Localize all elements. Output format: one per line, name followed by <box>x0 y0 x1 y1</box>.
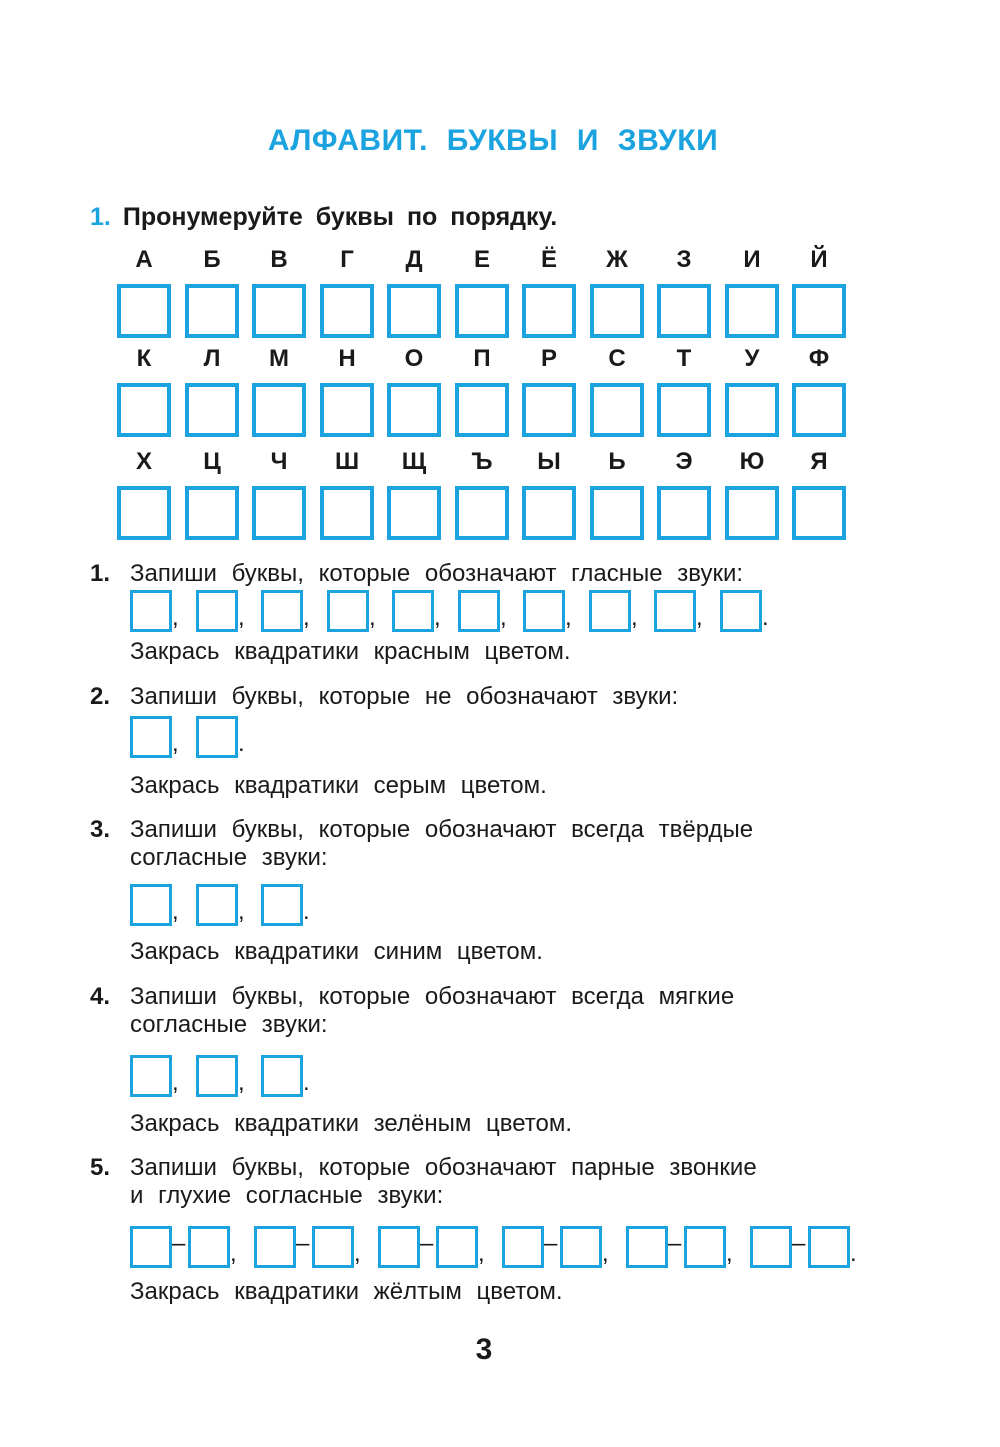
letter-answer-box[interactable] <box>130 884 172 926</box>
voiced-answer-box[interactable] <box>750 1226 792 1268</box>
comma-separator: , <box>369 604 376 631</box>
period-end: . <box>850 1240 857 1267</box>
pair-dash: – <box>792 1230 806 1257</box>
task-number: 4. <box>90 983 111 1010</box>
alphabet-letter: Е <box>473 246 490 273</box>
number-answer-box[interactable] <box>657 383 711 437</box>
letter-answer-box[interactable] <box>261 884 303 926</box>
comma-separator: , <box>172 730 179 757</box>
alphabet-letter: Л <box>203 345 221 372</box>
comma-separator: , <box>478 1240 485 1267</box>
number-answer-box[interactable] <box>657 284 711 338</box>
number-answer-box[interactable] <box>117 284 171 338</box>
number-answer-box[interactable] <box>252 486 306 540</box>
comma-separator: , <box>172 604 179 631</box>
voiceless-answer-box[interactable] <box>808 1226 850 1268</box>
pair-dash: – <box>544 1230 558 1257</box>
task-text: Запиши буквы, которые обозначают всегда твёрдые <box>130 816 754 843</box>
alphabet-letter: Ф <box>808 345 830 372</box>
alphabet-letter: Ъ <box>471 448 493 475</box>
alphabet-letter: У <box>744 345 760 372</box>
number-answer-box[interactable] <box>455 284 509 338</box>
alphabet-letter: Г <box>340 246 354 273</box>
task-1 <box>90 560 890 588</box>
number-answer-box[interactable] <box>792 284 846 338</box>
task-number: 2. <box>90 683 111 710</box>
voiced-answer-box[interactable] <box>626 1226 668 1268</box>
comma-separator: , <box>726 1240 733 1267</box>
letter-answer-box[interactable] <box>458 590 500 632</box>
period-end: . <box>303 1069 310 1096</box>
exercise-intro <box>90 203 557 232</box>
pair-dash: – <box>420 1230 434 1257</box>
comma-separator: , <box>565 604 572 631</box>
voiced-answer-box[interactable] <box>378 1226 420 1268</box>
alphabet-letter: Ь <box>608 448 626 475</box>
alphabet-letter: Х <box>135 448 152 475</box>
alphabet-letter: Ц <box>203 448 221 475</box>
alphabet-letter: Я <box>810 448 828 475</box>
voiceless-answer-box[interactable] <box>560 1226 602 1268</box>
number-answer-box[interactable] <box>522 486 576 540</box>
comma-separator: , <box>230 1240 237 1267</box>
task-number: 1. <box>90 560 111 587</box>
alphabet-letter: Р <box>540 345 557 372</box>
task-text: Запиши буквы, которые обозначают всегда мягкие <box>130 983 735 1010</box>
number-answer-box[interactable] <box>792 486 846 540</box>
voiced-answer-box[interactable] <box>130 1226 172 1268</box>
alphabet-letter: Ж <box>606 246 628 273</box>
alphabet-letter: Э <box>675 448 693 475</box>
alphabet-letter: Й <box>810 246 828 273</box>
number-answer-box[interactable] <box>387 284 441 338</box>
exercise-number: 1. <box>90 203 111 231</box>
comma-separator: , <box>303 604 310 631</box>
alphabet-letter: М <box>269 345 289 372</box>
letter-answer-box[interactable] <box>196 1055 238 1097</box>
alphabet-letter: С <box>608 345 626 372</box>
number-answer-box[interactable] <box>455 486 509 540</box>
letter-answer-box[interactable] <box>261 590 303 632</box>
comma-separator: , <box>172 1069 179 1096</box>
alphabet-letter: А <box>135 246 153 273</box>
task-hint: Закрась квадратики синим цветом. <box>130 938 543 965</box>
number-answer-box[interactable] <box>252 284 306 338</box>
number-answer-box[interactable] <box>725 486 779 540</box>
letter-answer-box[interactable] <box>196 884 238 926</box>
number-answer-box[interactable] <box>455 383 509 437</box>
page-title: АЛФАВИТ. БУКВЫ И ЗВУКИ <box>267 124 719 157</box>
alphabet-letter: З <box>676 246 692 273</box>
number-answer-box[interactable] <box>792 383 846 437</box>
comma-separator: , <box>434 604 441 631</box>
voiceless-answer-box[interactable] <box>312 1226 354 1268</box>
task-2 <box>90 683 890 711</box>
number-answer-box[interactable] <box>387 383 441 437</box>
alphabet-letter: Б <box>203 246 221 273</box>
letter-answer-box[interactable] <box>392 590 434 632</box>
number-answer-box[interactable] <box>185 383 239 437</box>
comma-separator: , <box>238 1069 245 1096</box>
number-answer-box[interactable] <box>320 284 374 338</box>
alphabet-letter: В <box>270 246 288 273</box>
number-answer-box[interactable] <box>590 284 644 338</box>
number-answer-box[interactable] <box>725 284 779 338</box>
task-text-continued: согласные звуки: <box>130 844 328 871</box>
number-answer-box[interactable] <box>387 486 441 540</box>
comma-separator: , <box>631 604 638 631</box>
alphabet-letter: П <box>473 345 491 372</box>
alphabet-letter: Ш <box>334 448 360 475</box>
alphabet-letter: Щ <box>401 448 427 475</box>
period-end: . <box>238 730 245 757</box>
alphabet-letter: Д <box>405 246 423 273</box>
alphabet-letter: Ы <box>537 448 561 475</box>
number-answer-box[interactable] <box>320 383 374 437</box>
task-text: Запиши буквы, которые обозначают гласные звуки: <box>130 560 744 587</box>
number-answer-box[interactable] <box>185 486 239 540</box>
period-end: . <box>762 604 769 631</box>
letter-answer-box[interactable] <box>196 590 238 632</box>
comma-separator: , <box>354 1240 361 1267</box>
voiceless-answer-box[interactable] <box>436 1226 478 1268</box>
task-4 <box>90 983 890 1039</box>
alphabet-letter: Ю <box>739 448 765 475</box>
letter-answer-box[interactable] <box>589 590 631 632</box>
number-answer-box[interactable] <box>117 486 171 540</box>
task-hint: Закрась квадратики красным цветом. <box>130 638 571 665</box>
task-number: 5. <box>90 1154 111 1181</box>
task-text-continued: и глухие согласные звуки: <box>130 1182 444 1209</box>
pair-dash: – <box>668 1230 682 1257</box>
pair-dash: – <box>296 1230 310 1257</box>
comma-separator: , <box>602 1240 609 1267</box>
number-answer-box[interactable] <box>657 486 711 540</box>
number-answer-box[interactable] <box>725 383 779 437</box>
alphabet-letter: О <box>404 345 424 372</box>
task-text: Запиши буквы, которые обозначают парные звонкие <box>130 1154 757 1181</box>
alphabet-letter: Н <box>338 345 356 372</box>
page-number: 3 <box>475 1333 493 1366</box>
letter-answer-box[interactable] <box>130 1055 172 1097</box>
comma-separator: , <box>172 898 179 925</box>
voiced-answer-box[interactable] <box>502 1226 544 1268</box>
comma-separator: , <box>500 604 507 631</box>
voiceless-answer-box[interactable] <box>684 1226 726 1268</box>
exercise-instruction: Пронумеруйте буквы по порядку. <box>122 203 558 231</box>
voiceless-answer-box[interactable] <box>188 1226 230 1268</box>
task-hint: Закрась квадратики зелёным цветом. <box>130 1110 573 1137</box>
task-3 <box>90 816 890 872</box>
number-answer-box[interactable] <box>185 284 239 338</box>
pair-dash: – <box>172 1230 186 1257</box>
letter-answer-box[interactable] <box>130 590 172 632</box>
task-text-continued: согласные звуки: <box>130 1011 328 1038</box>
letter-answer-box[interactable] <box>327 590 369 632</box>
letter-answer-box[interactable] <box>720 590 762 632</box>
alphabet-letter: Т <box>676 345 692 372</box>
alphabet-letter: И <box>743 246 761 273</box>
letter-answer-box[interactable] <box>196 716 238 758</box>
letter-answer-box[interactable] <box>130 716 172 758</box>
letter-answer-box[interactable] <box>654 590 696 632</box>
comma-separator: , <box>238 898 245 925</box>
period-end: . <box>303 898 310 925</box>
task-number: 3. <box>90 816 111 843</box>
number-answer-box[interactable] <box>117 383 171 437</box>
number-answer-box[interactable] <box>590 383 644 437</box>
task-5 <box>90 1154 890 1210</box>
alphabet-letter: Ё <box>540 246 558 273</box>
voiced-answer-box[interactable] <box>254 1226 296 1268</box>
number-answer-box[interactable] <box>522 284 576 338</box>
task-text: Запиши буквы, которые не обозначают звуки: <box>130 683 679 710</box>
alphabet-letter: Ч <box>270 448 288 475</box>
number-answer-box[interactable] <box>590 486 644 540</box>
task-hint: Закрась квадратики жёлтым цветом. <box>130 1278 563 1305</box>
comma-separator: , <box>238 604 245 631</box>
number-answer-box[interactable] <box>252 383 306 437</box>
number-answer-box[interactable] <box>522 383 576 437</box>
letter-answer-box[interactable] <box>261 1055 303 1097</box>
alphabet-letter: К <box>136 345 152 372</box>
task-hint: Закрась квадратики серым цветом. <box>130 772 547 799</box>
number-answer-box[interactable] <box>320 486 374 540</box>
comma-separator: , <box>696 604 703 631</box>
letter-answer-box[interactable] <box>523 590 565 632</box>
